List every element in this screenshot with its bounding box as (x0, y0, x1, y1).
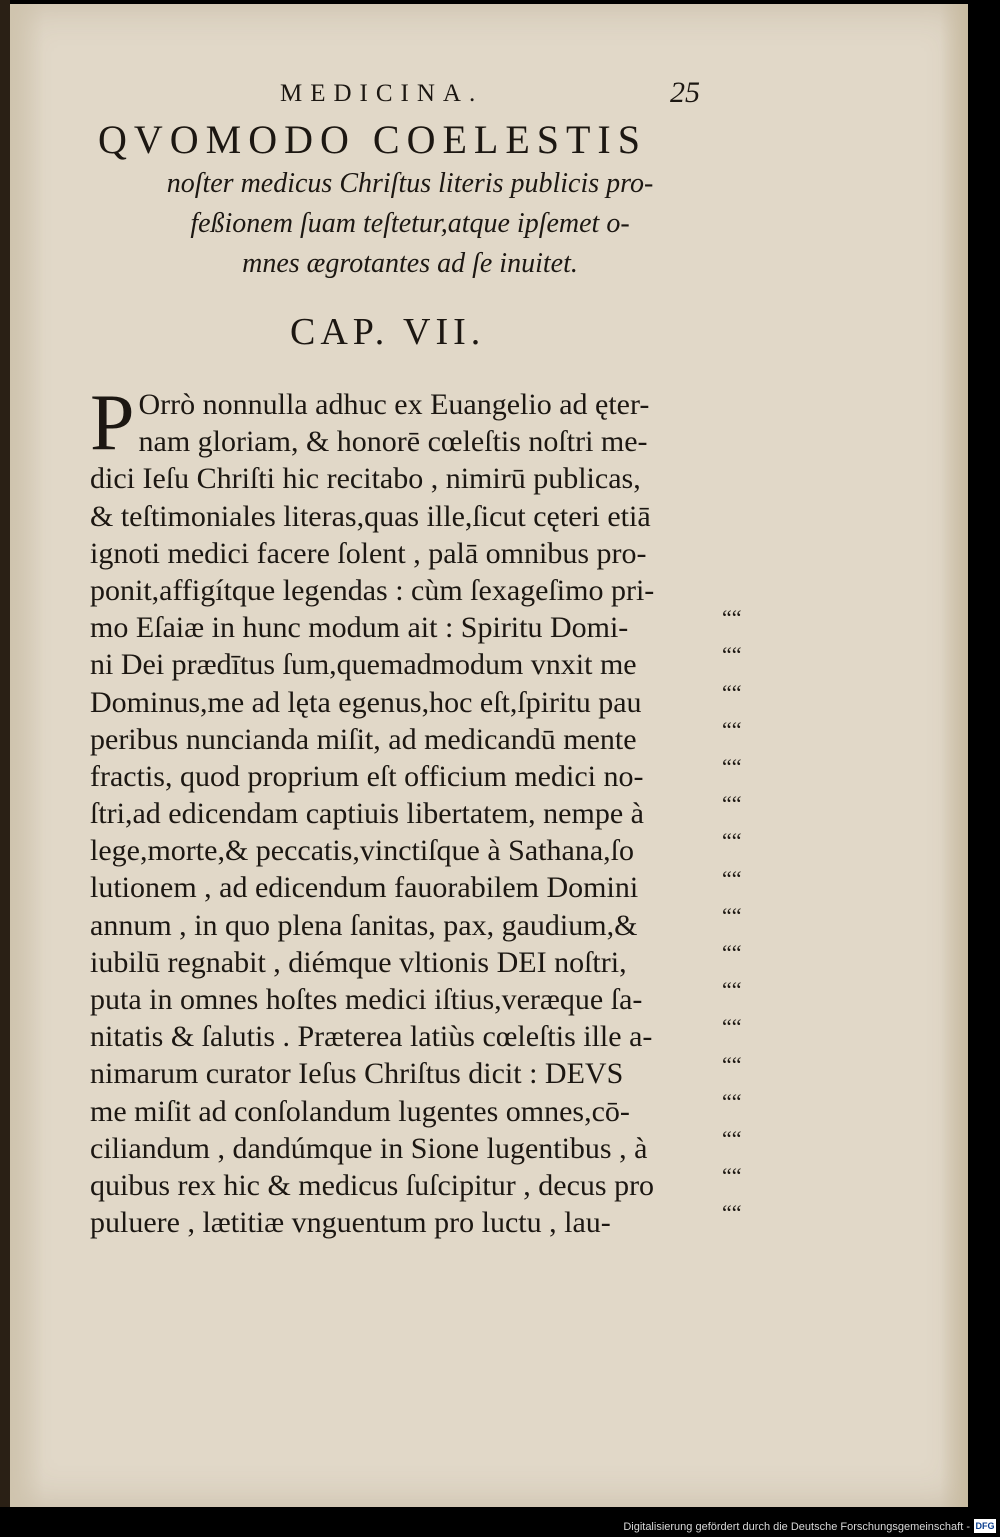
text-line: fractis, quod proprium eſt officium medici no- (90, 759, 644, 793)
text-line: annum , in quo plena ſanitas, pax, gaudium,& (90, 908, 638, 942)
text-line: P Orrò nonnulla adhuc ex Euangelio ad ęter- (90, 379, 650, 467)
text-line: dici Ieſu Chriſti hic recitabo , nimirū publicas, (90, 462, 641, 496)
quote-mark: ““ (722, 865, 742, 891)
chapter-heading: CAP. VII. (290, 311, 486, 353)
text-line: iubilū regnabit , diémque vltionis DEI noſtri, (90, 945, 627, 979)
chapter-title: QVOMODO COELESTIS (98, 117, 647, 162)
quote-mark: ““ (722, 1014, 742, 1040)
text-line: & teſtimoniales literas,quas ille,ſicut cęteri etiā (90, 499, 651, 533)
quote-mark: ““ (722, 791, 742, 817)
text-line: quibus rex hic & medicus ſuſcipitur , decus pro (90, 1168, 655, 1202)
chapter-subtitle (110, 164, 710, 284)
quote-mark: ““ (722, 1163, 742, 1189)
quote-mark: ““ (722, 1200, 742, 1226)
drop-cap: P (90, 379, 135, 467)
text-line: lutionem , ad edicendum fauorabilem Domini (90, 871, 639, 905)
running-head: MEDICINA. (280, 80, 484, 107)
quote-mark: ““ (722, 828, 742, 854)
book-page (10, 4, 968, 1507)
quote-mark: ““ (722, 902, 742, 928)
text-line: Dominus,me ad lęta egenus,hoc eſt,ſpiritu pau (90, 685, 642, 719)
quote-mark: ““ (722, 977, 742, 1003)
dfg-logo: DFG (975, 1521, 995, 1531)
subtitle-line: feßionem ſuam teſtetur,atque ipſemet o- (190, 208, 630, 239)
quote-mark: ““ (722, 754, 742, 779)
page-number: 25 (670, 76, 700, 109)
subtitle-line: mnes ægrotantes ad ſe inuitet. (242, 248, 578, 279)
body-text (90, 379, 730, 1241)
quote-mark: ““ (722, 1088, 742, 1114)
text-line: me miſit ad conſolandum lugentes omnes,cō- (90, 1094, 630, 1128)
text-line: nitatis & ſalutis . Præterea latiùs cœleſtis ille a- (90, 1020, 653, 1054)
quote-mark: ““ (722, 716, 742, 742)
quote-mark: ““ (722, 1126, 742, 1151)
quote-mark: ““ (722, 940, 742, 965)
quote-mark: ““ (722, 1051, 742, 1077)
footer-bar (0, 1507, 1000, 1537)
quote-mark: ““ (722, 642, 742, 668)
subtitle-line: noſter medicus Chriſtus literis publicis pro- (166, 168, 654, 199)
text-line: mo Eſaiæ in hunc modum ait : Spiritu Domi- (90, 611, 629, 645)
quote-mark: ““ (722, 679, 742, 705)
digitization-credit: Digitalisierung gefördert durch die Deutsche Forschungsgemeinschaft - (623, 1521, 970, 1533)
text-line: puluere , lætitiæ vnguentum pro luctu , lau- (90, 1206, 611, 1240)
text-line: nam gloriam, & honorē cœleſtis noſtri me- (138, 425, 648, 459)
text-line: peribus nuncianda miſit, ad medicandū mente (90, 722, 637, 756)
scan-edge (0, 0, 10, 1537)
text-line: ni Dei prædītus ſum,quemadmodum vnxit me (90, 648, 637, 682)
quote-mark: ““ (722, 605, 742, 631)
text-line: ciliandum , dandúmque in Sione lugentibus , à (90, 1131, 648, 1165)
text-line: nimarum curator Ieſus Chriſtus dicit : DEVS (90, 1057, 624, 1091)
text-line: lege,morte,& peccatis,vinctiſque à Sathana,ſo (90, 834, 634, 868)
text-line: ignoti medici facere ſolent , palā omnibus pro- (90, 536, 647, 570)
text-line: ponit,affigítque legendas : cùm ſexageſimo pri- (90, 573, 655, 607)
text-line: ſtri,ad edicendam captiuis libertatem, nempe à (90, 797, 644, 831)
text-line: puta in omnes hoſtes medici iſtius,veræque ſa- (90, 983, 643, 1016)
